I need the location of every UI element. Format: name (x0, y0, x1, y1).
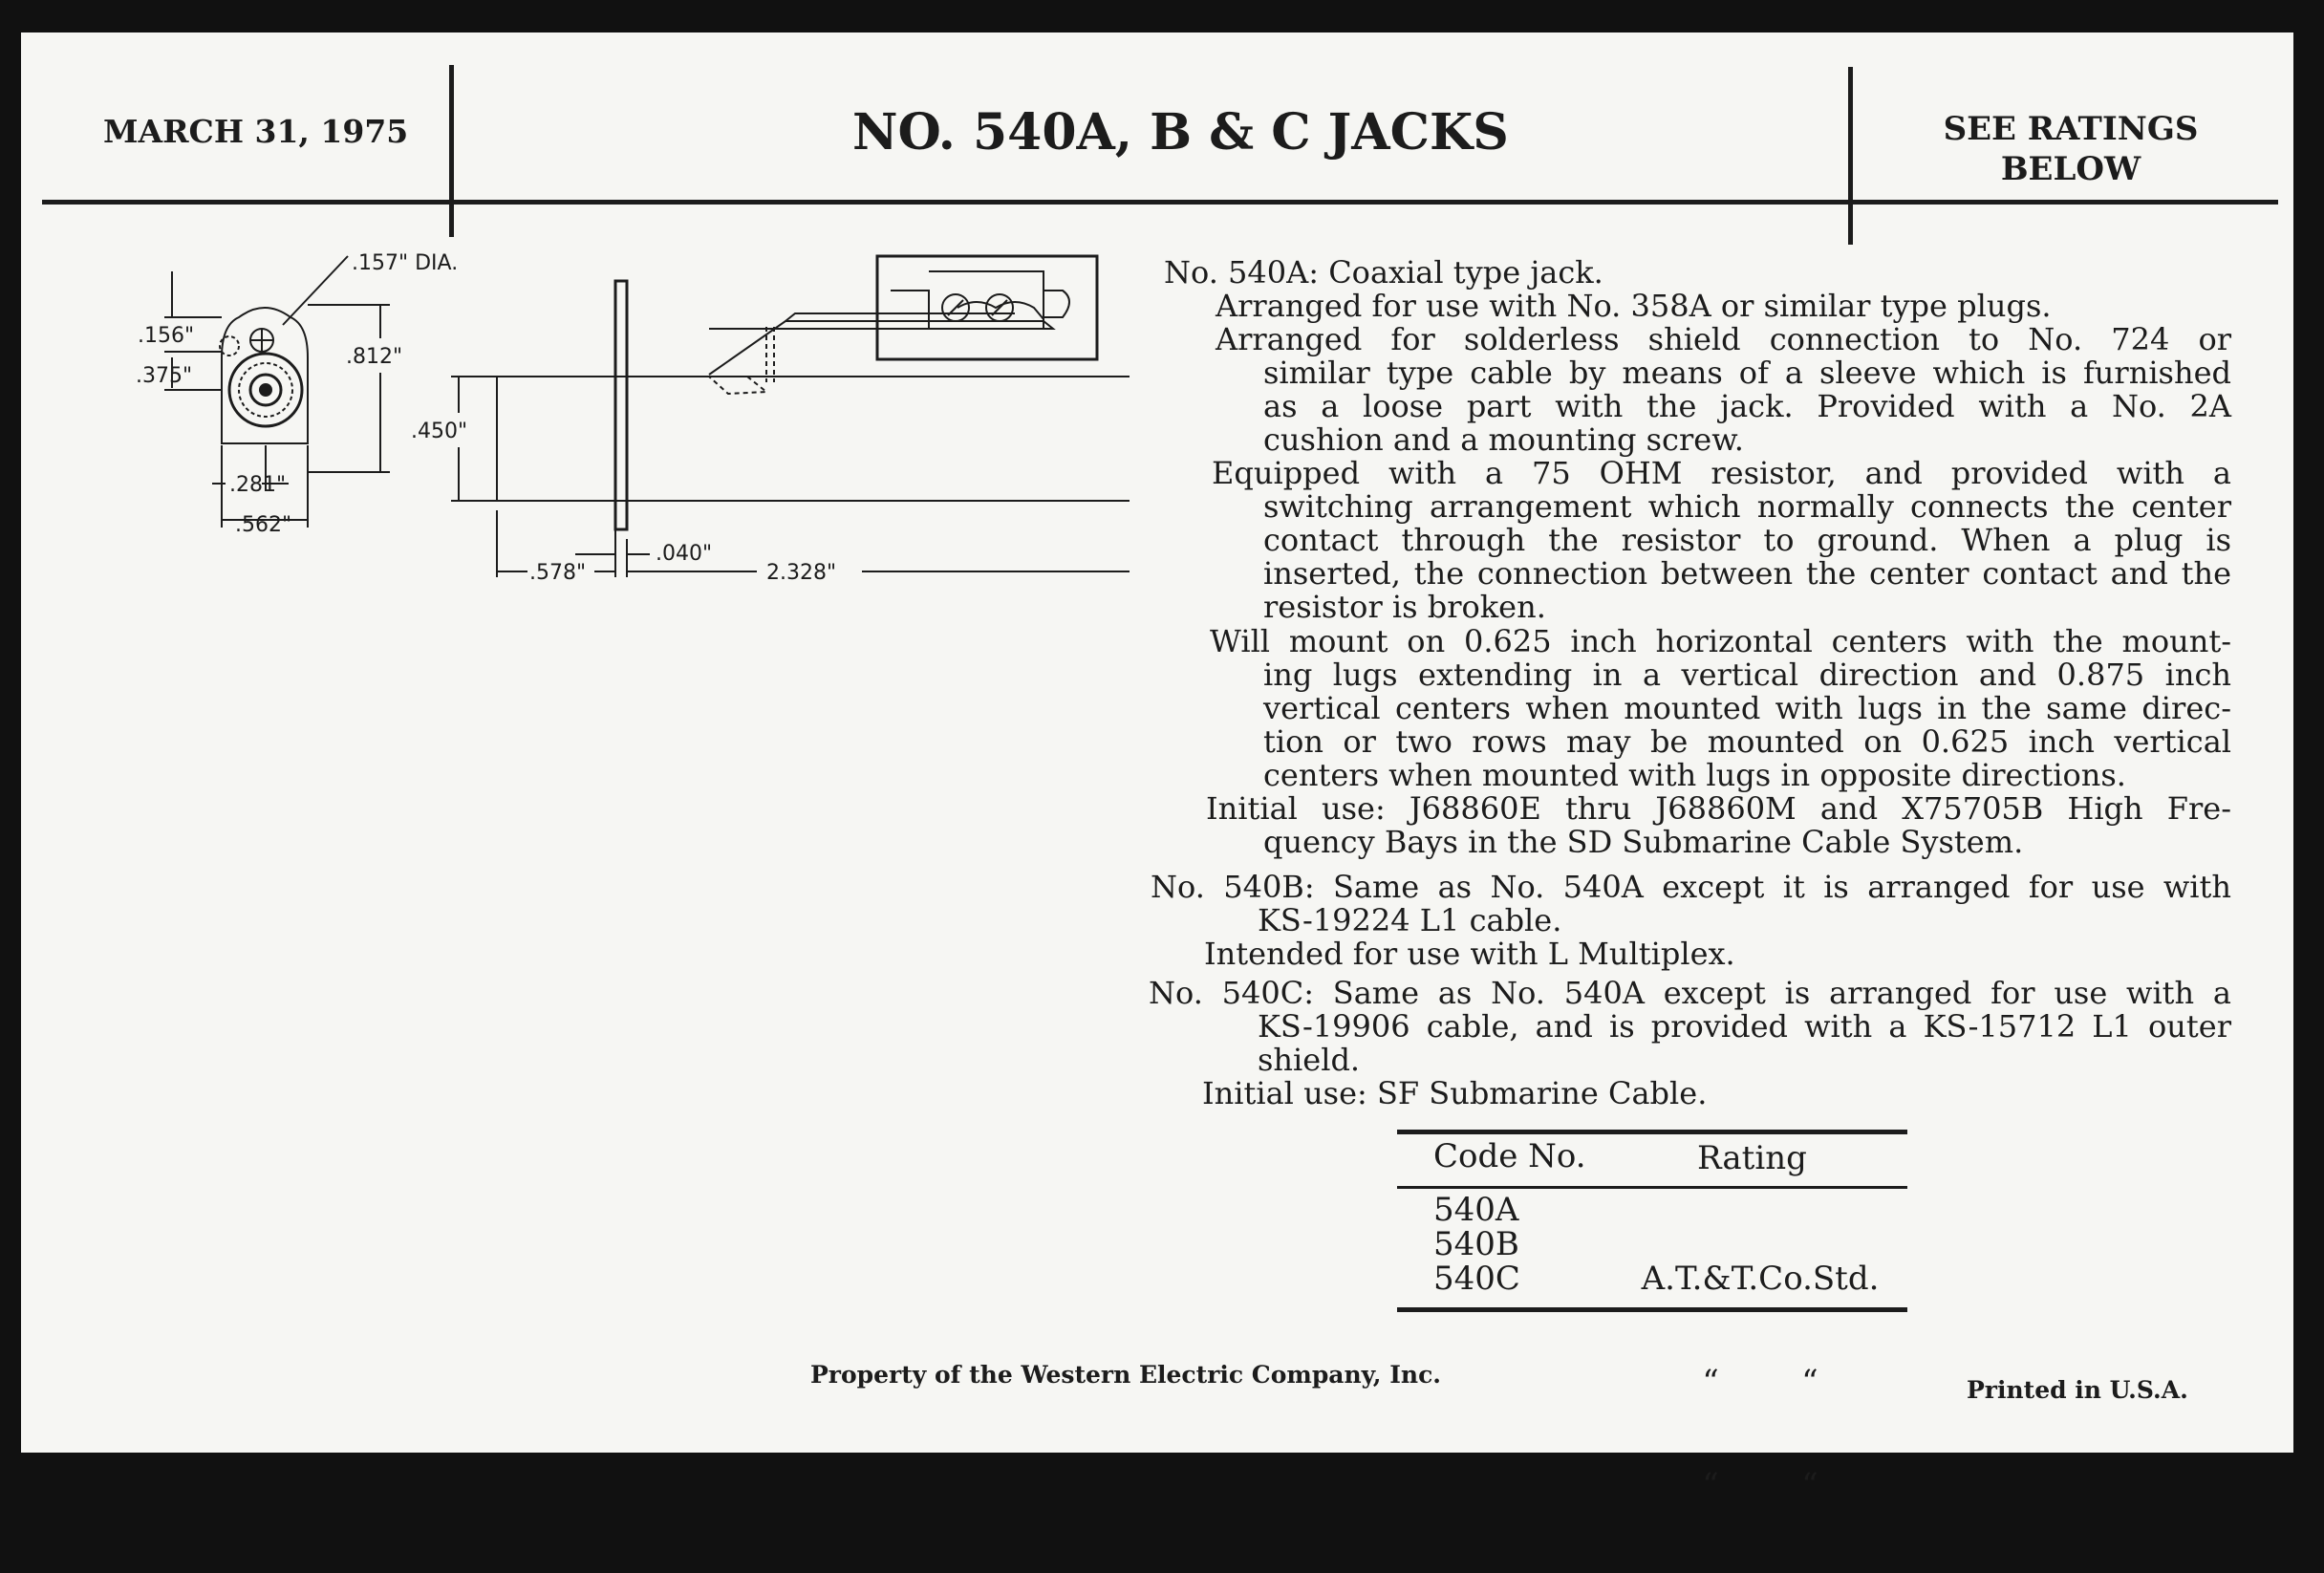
dim-281: .281" (229, 473, 287, 497)
table-cell-rating: A.T.&T.Co.Std. (1641, 1260, 1880, 1298)
desc-line: quency Bays in the SD Submarine Cable System. (1263, 824, 2024, 860)
catalog-card (21, 32, 2293, 1504)
footer-printed: Printed in U.S.A. (1967, 1376, 2188, 1404)
desc-line: Initial use: J68860E thru J68860M and X75705B High Fre- (1206, 790, 2231, 827)
desc-line: centers when mounted with lugs in opposite directions. (1263, 757, 2126, 793)
desc-line: similar type cable by means of a sleeve which is furnished (1263, 355, 2231, 391)
desc-line: Arranged for solderless shield connection to No. 724 or (1216, 321, 2231, 357)
footer-property: Property of the Western Electric Company, Inc. (810, 1361, 1442, 1389)
header-ratings (1913, 109, 2228, 189)
desc-line: No. 540A: Coaxial type jack. (1164, 254, 1603, 291)
desc-line: resistor is broken. (1263, 589, 1546, 625)
table-header-rating: Rating (1697, 1139, 1807, 1177)
dim-562: .562" (235, 513, 292, 537)
header-ratings-line1: SEE RATINGS (1943, 110, 2199, 148)
dim-450: .450" (411, 420, 468, 443)
page-title: NO. 540A, B & C JACKS (852, 103, 1509, 162)
desc-line: Initial use: SF Submarine Cable. (1202, 1075, 1708, 1111)
dim-812: .812" (346, 345, 403, 369)
header-divider-right (1848, 67, 1853, 245)
jack-barrel (497, 377, 1130, 501)
dim-040: .040" (656, 542, 713, 566)
dim-375: .375" (136, 364, 193, 388)
desc-line: tion or two rows may be mounted on 0.625 inch vertical (1263, 723, 2231, 760)
dim-157: .157" DIA. (352, 251, 459, 275)
jack-drawing (97, 233, 1130, 711)
desc-line: vertical centers when mounted with lugs in the same direc- (1263, 690, 2231, 726)
desc-line: contact through the resistor to ground. When a plug is (1263, 522, 2231, 558)
table-cell-code: 540B (1433, 1225, 1519, 1263)
desc-line: shield. (1258, 1042, 1361, 1078)
desc-line: Equipped with a 75 OHM resistor, and provided with a (1212, 455, 2231, 491)
desc-line: Will mount on 0.625 inch horizontal centers with the mount- (1210, 623, 2231, 659)
dim-578: .578" (529, 561, 587, 585)
table-cell-code: 540A (1433, 1191, 1519, 1229)
desc-line: switching arrangement which normally connects the center (1263, 488, 2231, 525)
desc-line: cushion and a mounting screw. (1263, 421, 1744, 458)
dim-156: .156" (138, 324, 195, 348)
desc-line: KS-19224 L1 cable. (1258, 902, 1562, 938)
header-divider-left (449, 65, 454, 237)
desc-line: Intended for use with L Multiplex. (1204, 936, 1735, 972)
header-date: MARCH 31, 1975 (103, 113, 409, 150)
dim-2328: 2.328" (766, 561, 837, 585)
header-rule (42, 200, 2278, 205)
table-rule-bottom (1397, 1307, 1907, 1312)
table-cell-rating: “ “ (1702, 1363, 1818, 1401)
table-rule-top (1397, 1130, 1907, 1134)
desc-line: as a loose part with the jack. Provided with a No. 2A (1263, 388, 2231, 424)
table-row (1433, 1193, 1520, 1296)
desc-line: Arranged for use with No. 358A or similar type plugs. (1216, 288, 2052, 324)
table-rule-mid (1397, 1186, 1907, 1189)
desc-line: ing lugs extending in a vertical direction and 0.875 inch (1263, 657, 2231, 693)
table-cell-code: 540C (1433, 1260, 1520, 1298)
table-row (1636, 1193, 1884, 1571)
table-cell-rating: “ “ (1702, 1466, 1818, 1504)
desc-line: No. 540C: Same as No. 540A except is arranged for use with a (1149, 975, 2231, 1011)
desc-line: KS-19906 cable, and is provided with a KS-15712 L1 outer (1258, 1008, 2231, 1045)
desc-line: No. 540B: Same as No. 540A except it is arranged for use with (1151, 869, 2231, 905)
desc-line: inserted, the connection between the center contact and the (1263, 555, 2231, 592)
mounting-plate (615, 281, 627, 529)
header-ratings-line2: BELOW (2000, 150, 2141, 188)
table-header-code: Code No. (1433, 1137, 1586, 1175)
